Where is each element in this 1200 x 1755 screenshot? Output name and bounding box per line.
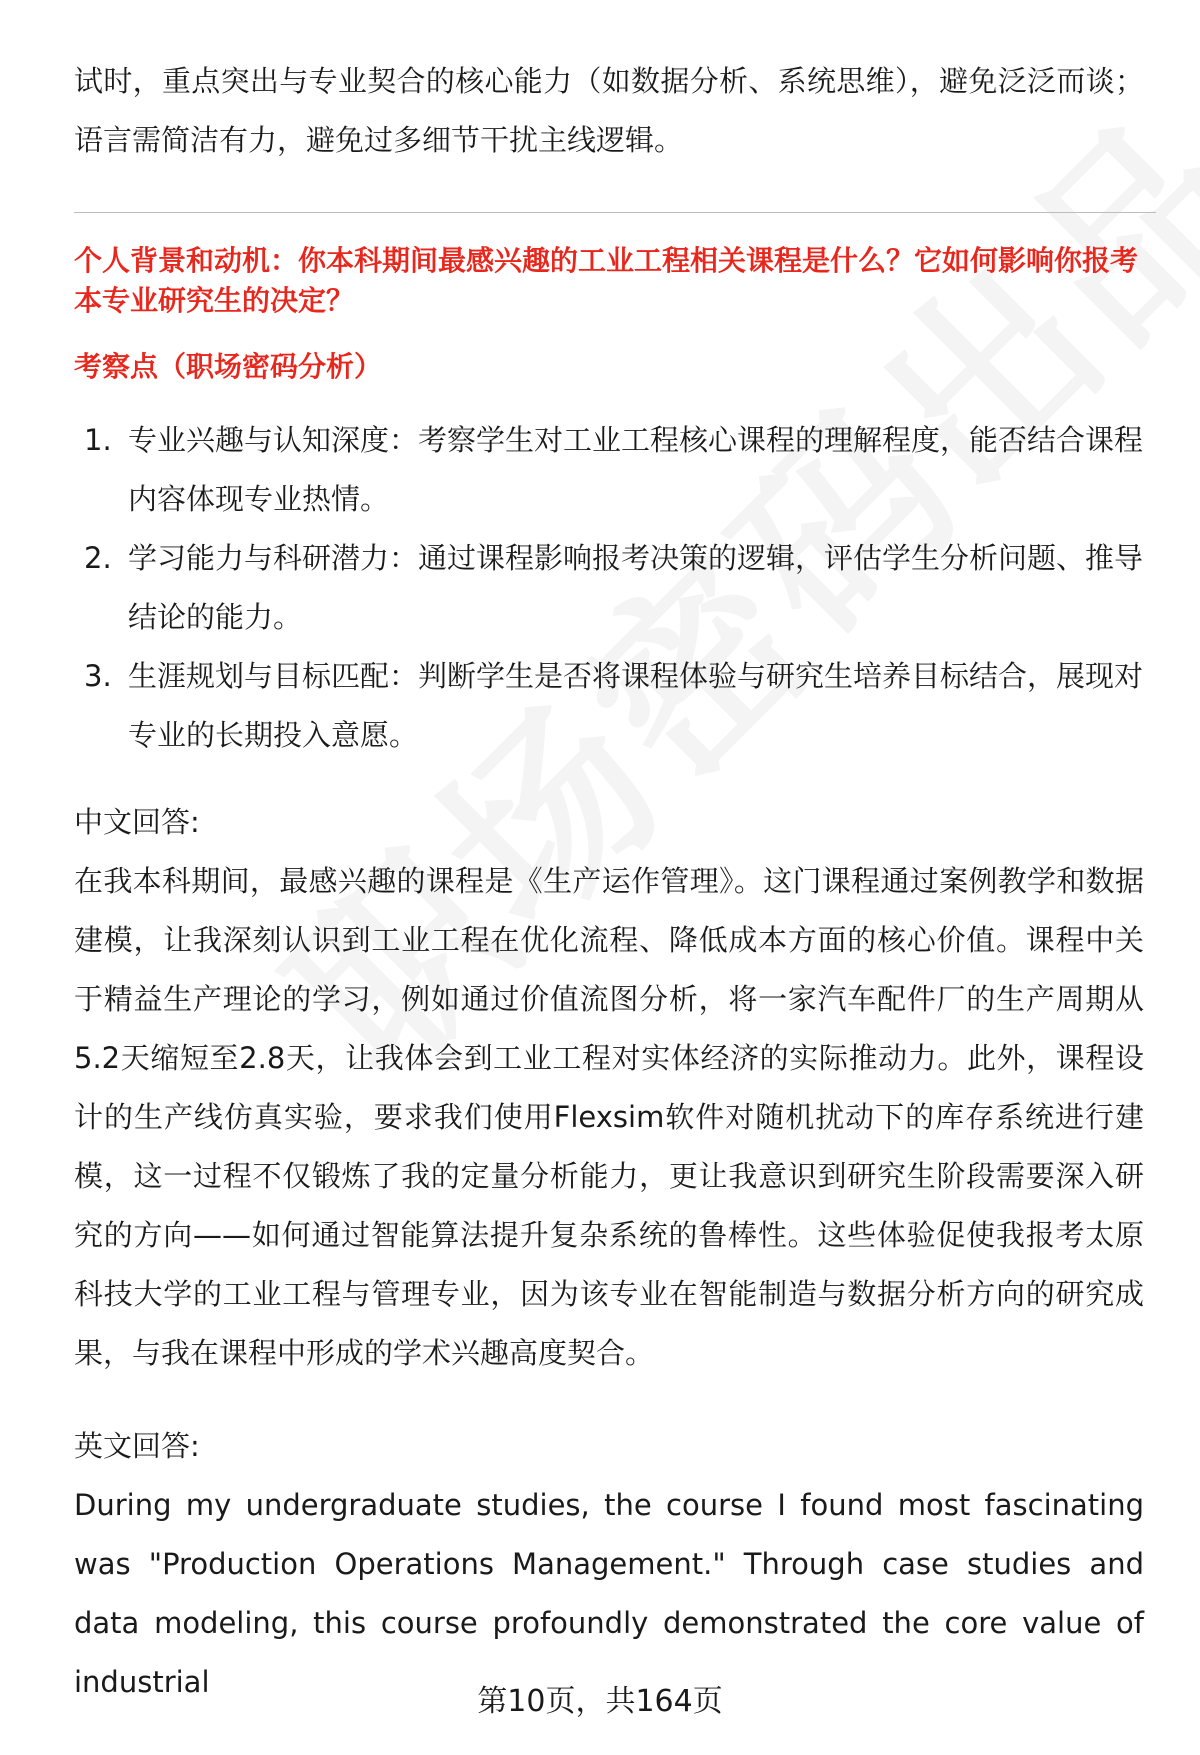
list-item [74,529,1144,647]
intro-paragraph: 试时，重点突出与专业契合的核心能力（如数据分析、系统思维），避免泛泛而谈；语言需简洁有力，避免过多细节干扰主线逻辑。 [74,64,1144,157]
list-item-text: 专业兴趣与认知深度：考察学生对工业工程核心课程的理解程度，能否结合课程内容体现专业热情。 [128,423,1144,516]
english-answer-label: 英文回答: [74,1429,200,1463]
list-item-number: 1. [84,423,112,457]
chinese-answer-text: 在我本科期间，最感兴趣的课程是《生产运作管理》。这门课程通过案例教学和数据建模，让我深刻认识到工业工程在优化流程、降低成本方面的核心价值。课程中关于精益生产理论的学习，例如通过价值流图分析，将一家汽车配件厂的生产周期从5.2天缩短至2.8天，让我体会到工业工程对实体经济的实际推动力。此外，课程设计的生产线仿真实验，要求我们使用Flexsim软件对随机扰动下的库存系统进行建模，这一过程不仅锻炼了我的定量分析能力，更让我意识到研究生阶段需要深入研究的方向——如何通过智能算法提升复杂系统的鲁棒性。这些体验促使我报考太原科技大学的工业工程与管理专业，因为该专业在智能制造与数据分析方向的研究成果，与我在课程中形成的学术兴趣高度契合。 [74,864,1144,1370]
list-item-number: 3. [84,659,112,693]
points-heading: 考察点（职场密码分析） [74,350,383,383]
page-content [74,52,1144,1712]
list-item-number: 2. [84,541,112,575]
chinese-answer-label: 中文回答: [74,805,200,839]
list-item-text: 生涯规划与目标匹配：判断学生是否将课程体验与研究生培养目标结合，展现对专业的长期投入意愿。 [128,659,1144,752]
question-title: 个人背景和动机：你本科期间最感兴趣的工业工程相关课程是什么？它如何影响你报考本专业研究生的决定？ [74,244,1139,317]
list-item-text: 学习能力与科研潜力：通过课程影响报考决策的逻辑，评估学生分析问题、推导结论的能力。 [128,541,1144,634]
english-answer-text: During my undergraduate studies, the course I found most fascinating was "Production Operations Management." Through case studies and data modeling, this course profoundly demonstrated the core value of industrial [74,1488,1144,1699]
list-item [74,647,1144,765]
list-item [74,411,1144,529]
page-number: 第10页，共164页 [477,1684,723,1719]
section-divider [74,212,1156,213]
evaluation-points-list [74,411,1144,765]
